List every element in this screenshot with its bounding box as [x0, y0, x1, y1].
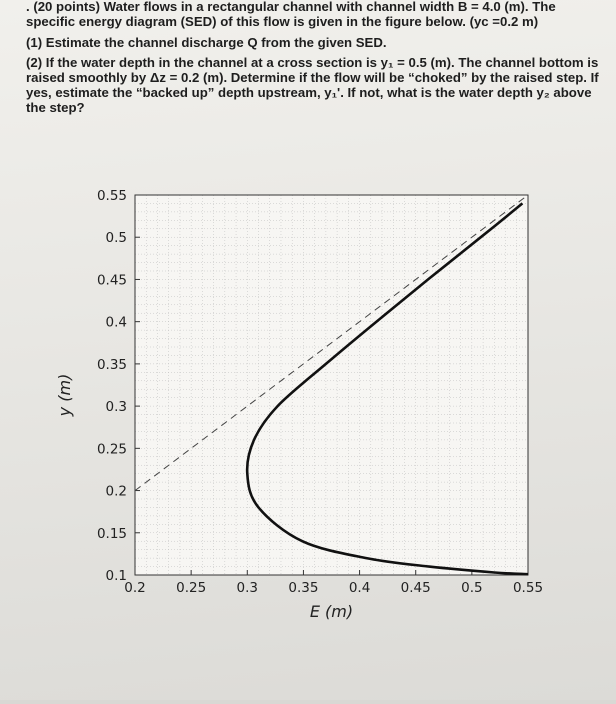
y-tick-label: 0.35 [96, 356, 127, 373]
problem-intro: . (20 points) Water flows in a rectangular channel with channel width B = 4.0 (m). The specific energy diagram (SED) of this flow is given in the figure below. (yc =0.2 m) [26, 0, 556, 29]
y-tick-label: 0.5 [105, 230, 127, 247]
x-tick-label: 0.4 [348, 580, 371, 596]
y-axis-label: y (m) [55, 373, 74, 417]
y-tick-label: 0.2 [105, 483, 127, 500]
problem-part-2: (2) If the water depth in the channel at a cross section is y₁ = 0.5 (m). The channel bottom is raised smoothly by Δz = 0.2 (m). Determine if the flow will be “choked” by the raised step. If yes, estimate the “backed up” depth upstream, y₁'. If not, what is the water depth y₂ above the step? [26, 55, 599, 115]
y-tick-label: 0.25 [96, 441, 127, 458]
y-tick-label: 0.45 [96, 272, 127, 289]
y-tick-label: 0.3 [105, 399, 127, 416]
problem-part-1: (1) Estimate the channel discharge Q from the given SED. [26, 34, 387, 50]
x-tick-label: 0.3 [236, 580, 259, 596]
x-tick-label: 0.5 [461, 580, 483, 596]
x-axis-label: E (m) [309, 602, 354, 621]
x-tick-label: 0.25 [176, 580, 207, 596]
plot-background [135, 195, 528, 575]
x-tick-label: 0.35 [288, 580, 319, 596]
x-tick-label: 0.55 [512, 580, 544, 596]
y-tick-label: 0.1 [105, 568, 127, 584]
y-tick-label: 0.15 [96, 525, 127, 542]
x-tick-label: 0.2 [124, 580, 146, 596]
y-tick-label: 0.55 [96, 188, 127, 204]
y-tick-label: 0.4 [105, 314, 127, 331]
x-tick-label: 0.45 [400, 580, 431, 596]
